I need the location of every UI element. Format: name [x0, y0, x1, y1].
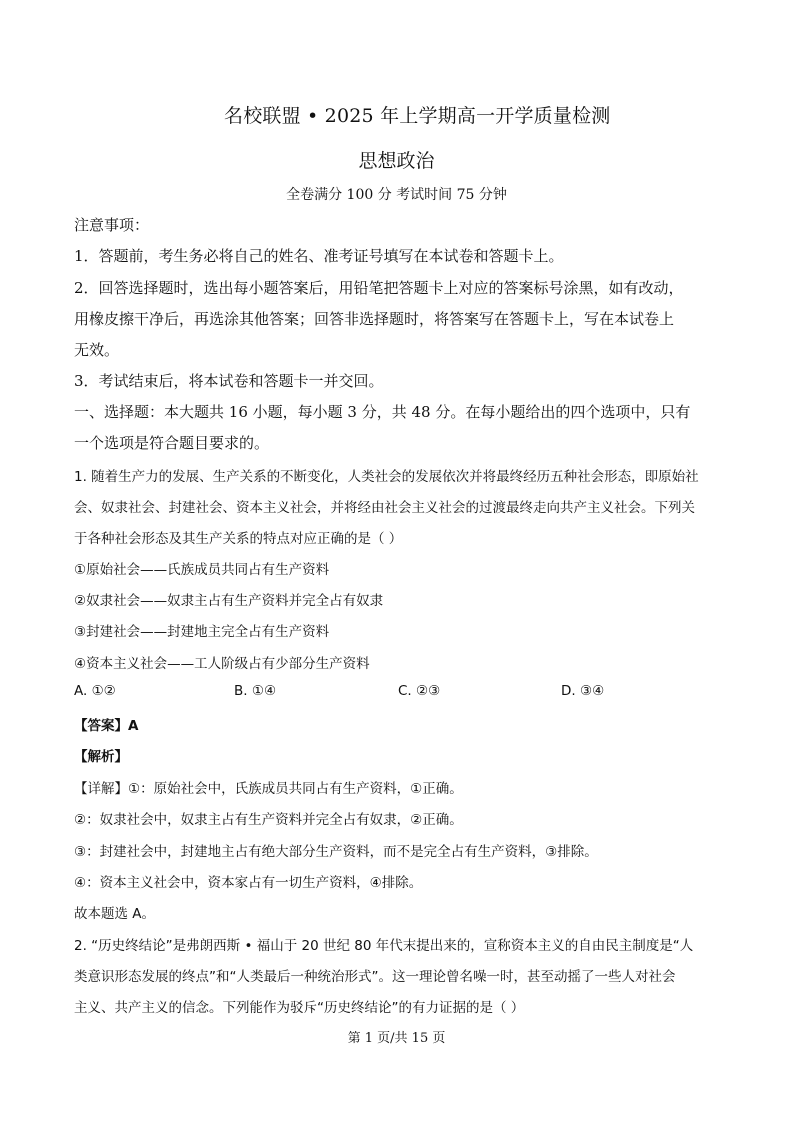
- q1-stem-line-1: 1. 随着生产力的发展、生产关系的不断变化，人类社会的发展依次并将最终经历五种社会形态，即原始社: [74, 469, 699, 485]
- notice-heading: 注意事项：: [74, 216, 150, 234]
- q1-statement-1: ①原始社会——氏族成员共同占有生产资料: [74, 562, 330, 578]
- exam-title: 名校联盟 • 2025 年上学期高一开学质量检测: [224, 105, 611, 127]
- section-heading-line-2: 一个选项是符合题目要求的。: [74, 434, 270, 452]
- q1-detail-3: ③：封建社会中，封建地主占有绝大部分生产资料，而不是完全占有生产资料，③排除。: [74, 844, 598, 860]
- q1-statement-3: ③封建社会——封建地主完全占有生产资料: [74, 624, 330, 640]
- notice-item-1: 1．答题前，考生务必将自己的姓名、准考证号填写在本试卷和答题卡上。: [74, 247, 564, 265]
- q1-detail-2: ②：奴隶社会中，奴隶主占有生产资料并完全占有奴隶，②正确。: [74, 812, 463, 828]
- q1-option-b: B. ①④: [234, 683, 277, 699]
- q1-option-a: A. ①②: [74, 683, 116, 699]
- q1-statement-2: ②奴隶社会——奴隶主占有生产资料并完全占有奴隶: [74, 593, 384, 609]
- q1-answer: 【答案】A: [74, 718, 139, 734]
- notice-item-2-line-2: 用橡皮擦干净后，再选涂其他答案；回答非选择题时，将答案写在答题卡上，写在本试卷上: [74, 310, 675, 328]
- q2-stem-line-1: 2. “历史终结论”是弗朗西斯 • 福山于 20 世纪 80 年代末提出来的，宣称资本主义的自由民主制度是“人: [74, 938, 694, 954]
- q1-detail-4: ④：资本主义社会中，资本家占有一切生产资料，④排除。: [74, 875, 423, 891]
- q1-option-c: C. ②③: [398, 683, 441, 699]
- q1-conclusion: 故本题选 A。: [74, 906, 156, 922]
- page-number: 第 1 页/共 15 页: [347, 1031, 446, 1046]
- notice-item-2-line-3: 无效。: [74, 341, 120, 359]
- q1-statement-4: ④资本主义社会——工人阶级占有少部分生产资料: [74, 656, 370, 672]
- notice-item-3: 3．考试结束后，将本试卷和答题卡一并交回。: [74, 372, 384, 390]
- notice-item-2-line-1: 2．回答选择题时，选出每小题答案后，用铅笔把答题卡上对应的答案标号涂黑，如有改动，: [74, 279, 684, 297]
- exam-subject: 思想政治: [358, 150, 435, 172]
- q2-stem-line-3: 主义、共产主义的信念。下列能作为驳斥“历史终结论”的有力证据的是（ ）: [74, 1000, 525, 1016]
- section-heading-line-1: 一、选择题：本大题共 16 小题，每小题 3 分，共 48 分。在每小题给出的四个选项中，只有: [74, 403, 691, 421]
- q1-stem-line-3: 于各种社会形态及其生产关系的特点对应正确的是（ ）: [74, 531, 403, 547]
- q1-analysis-heading: 【解析】: [74, 749, 128, 765]
- q1-stem-line-2: 会、奴隶社会、封建社会、资本主义社会，并将经由社会主义社会的过渡最终走向共产主义社会。下列关: [74, 500, 695, 516]
- q1-option-d: D. ③④: [561, 683, 605, 699]
- exam-meta: 全卷满分 100 分 考试时间 75 分钟: [286, 187, 507, 203]
- q2-stem-line-2: 类意识形态发展的终点”和“人类最后一种统治形式”。这一理论曾名噪一时，甚至动摇了一些人对社会: [74, 969, 676, 985]
- q1-detail-1: 【详解】①：原始社会中，氏族成员共同占有生产资料，①正确。: [74, 781, 463, 797]
